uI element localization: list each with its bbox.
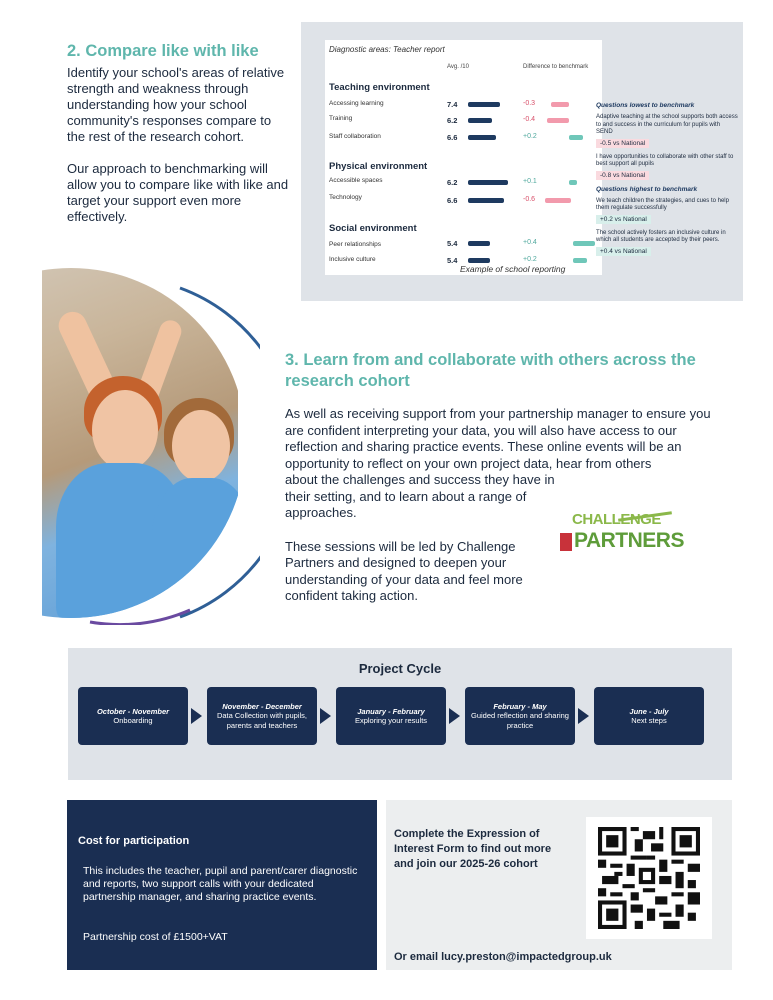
row-label: Staff collaboration xyxy=(329,133,381,140)
logo-mark xyxy=(560,533,572,551)
section-3-para-1a: As well as receiving support from your partnership manager to ensure you are confident interpreting your data, you will also have access to our reflection and sharing practice events. These online events will be an opportunity to reflect on your own project data, hear from others xyxy=(285,406,711,471)
stage-desc: Onboarding xyxy=(113,716,153,725)
avg-bar xyxy=(468,102,500,107)
question-badge: -0.5 vs National xyxy=(596,139,649,148)
stage-time: October - November xyxy=(96,706,170,716)
challenge-partners-logo xyxy=(558,509,684,553)
eoi-text: Complete the Expression of Interest Form to find out more and join our 2025-26 cohort xyxy=(394,828,552,870)
section-3-body xyxy=(285,406,725,605)
question-badge: +0.2 vs National xyxy=(596,215,651,224)
row-avg: 5.4 xyxy=(447,256,458,265)
decorative-arc xyxy=(60,280,260,625)
stage-time: June - July xyxy=(629,706,669,716)
avg-column-header: Avg. /10 xyxy=(447,64,469,70)
partnership-cost: Partnership cost of £1500+VAT xyxy=(83,931,228,943)
cycle-stage xyxy=(207,687,317,745)
logo-line-1: CHALLENGE xyxy=(572,511,661,528)
stage-desc: Next steps xyxy=(631,716,667,725)
row-avg: 5.4 xyxy=(447,239,458,248)
avg-bar xyxy=(468,198,504,203)
cost-panel xyxy=(67,800,377,970)
row-diff: +0.2 xyxy=(523,256,537,263)
row-diff: +0.4 xyxy=(523,239,537,246)
row-avg: 6.2 xyxy=(447,178,458,187)
question-badge: +0.4 vs National xyxy=(596,247,651,256)
report-card xyxy=(325,40,602,275)
report-example-panel xyxy=(301,22,743,301)
row-avg: 6.6 xyxy=(447,196,458,205)
highest-heading: Questions highest to benchmark xyxy=(596,185,698,193)
row-diff: +0.2 xyxy=(523,133,537,140)
report-caption: Example of school reporting xyxy=(460,264,566,274)
cycle-stage xyxy=(594,687,704,745)
section-compare xyxy=(67,42,292,225)
stage-time: January - February xyxy=(357,706,425,716)
row-label: Training xyxy=(329,115,353,122)
row-avg: 7.4 xyxy=(447,100,458,109)
question-badge: -0.8 vs National xyxy=(596,171,649,180)
project-cycle xyxy=(68,648,732,780)
stage-desc: Guided reflection and sharing practice xyxy=(471,711,569,730)
cost-heading: Cost for participation xyxy=(78,835,190,847)
row-label: Technology xyxy=(329,194,362,201)
section-2-para-2: Our approach to benchmarking will allow you to compare like with like and target your support even more effectively. xyxy=(67,161,289,224)
logo-line-2: PARTNERS xyxy=(574,529,684,552)
contact-email[interactable]: Or email lucy.preston@impactedgroup.uk xyxy=(394,951,612,963)
cycle-stage xyxy=(336,687,446,745)
row-label: Accessing learning xyxy=(329,100,384,107)
stage-desc: Exploring your results xyxy=(354,716,428,725)
lowest-heading: Questions lowest to benchmark xyxy=(596,102,695,109)
row-avg: 6.6 xyxy=(447,133,458,142)
stage-time: February - May xyxy=(493,701,547,711)
group-heading: Social environment xyxy=(329,223,417,234)
diff-bar xyxy=(545,198,571,203)
arrow-right-icon xyxy=(449,708,460,724)
group-heading: Physical environment xyxy=(329,161,428,172)
diff-bar xyxy=(551,102,569,107)
section-3-para-1b: about the challenges and success they have in their setting, and to learn about a range of approaches. xyxy=(285,472,555,520)
diff-bar xyxy=(547,118,569,123)
avg-bar xyxy=(468,135,496,140)
project-cycle-title: Project Cycle xyxy=(358,661,442,676)
diff-bar xyxy=(569,135,583,140)
section-collaborate xyxy=(285,350,725,605)
row-diff: -0.3 xyxy=(523,100,536,107)
avg-bar xyxy=(468,258,490,263)
cycle-stage xyxy=(78,687,188,745)
diff-bar xyxy=(569,180,577,185)
section-3-heading: 3. Learn from and collaborate with others across the research cohort xyxy=(285,351,696,390)
arrow-right-icon xyxy=(320,708,331,724)
cost-description: This includes the teacher, pupil and parent/carer diagnostic and reports, two support calls with your dedicated partnership manager, and sharing practice events. xyxy=(83,865,358,903)
section-2-heading: 2. Compare like with like xyxy=(67,42,259,60)
row-avg: 6.2 xyxy=(447,116,458,125)
row-label: Accessible spaces xyxy=(329,177,383,184)
expression-of-interest-panel xyxy=(386,800,732,970)
row-label: Peer relationships xyxy=(329,241,382,248)
group-heading: Teaching environment xyxy=(329,82,430,93)
qr-code-icon xyxy=(598,827,700,929)
arrow-right-icon xyxy=(578,708,589,724)
avg-bar xyxy=(468,118,492,123)
row-label: Inclusive culture xyxy=(329,256,376,263)
row-diff: +0.1 xyxy=(523,178,537,185)
question-text: Adaptive teaching at the school supports both access to and success in the curriculum for pupils with SEND xyxy=(596,114,738,135)
qr-code[interactable] xyxy=(586,817,712,939)
diff-bar xyxy=(573,241,595,246)
avg-bar xyxy=(468,241,490,246)
question-text: I have opportunities to collaborate with other staff to best support all pupils xyxy=(596,153,734,167)
row-diff: -0.6 xyxy=(523,196,536,203)
stage-time: November - December xyxy=(222,701,302,711)
arrow-right-icon xyxy=(191,708,202,724)
benchmark-questions xyxy=(596,102,738,262)
row-diff: -0.4 xyxy=(523,116,536,123)
question-text: The school actively fosters an inclusive culture in which all students are accepted by their peers. xyxy=(596,229,726,243)
avg-bar xyxy=(468,180,508,185)
section-2-para-1: Identify your school's areas of relative strength and weakness through understanding how your school community's responses compare to the rest of the research cohort. xyxy=(67,65,285,144)
section-3-para-2: These sessions will be led by Challenge Partners and designed to deepen your understanding of your data and feel more confident taking action. xyxy=(285,538,523,603)
diff-column-header: Difference to benchmark xyxy=(523,64,589,70)
report-title: Diagnostic areas: Teacher report xyxy=(329,45,445,54)
stage-desc: Data Collection with pupils, parents and teachers xyxy=(216,711,308,730)
question-text: We teach children the strategies, and cues to help them regulate successfully xyxy=(596,197,729,211)
diff-bar xyxy=(573,258,587,263)
cycle-stage xyxy=(465,687,575,745)
